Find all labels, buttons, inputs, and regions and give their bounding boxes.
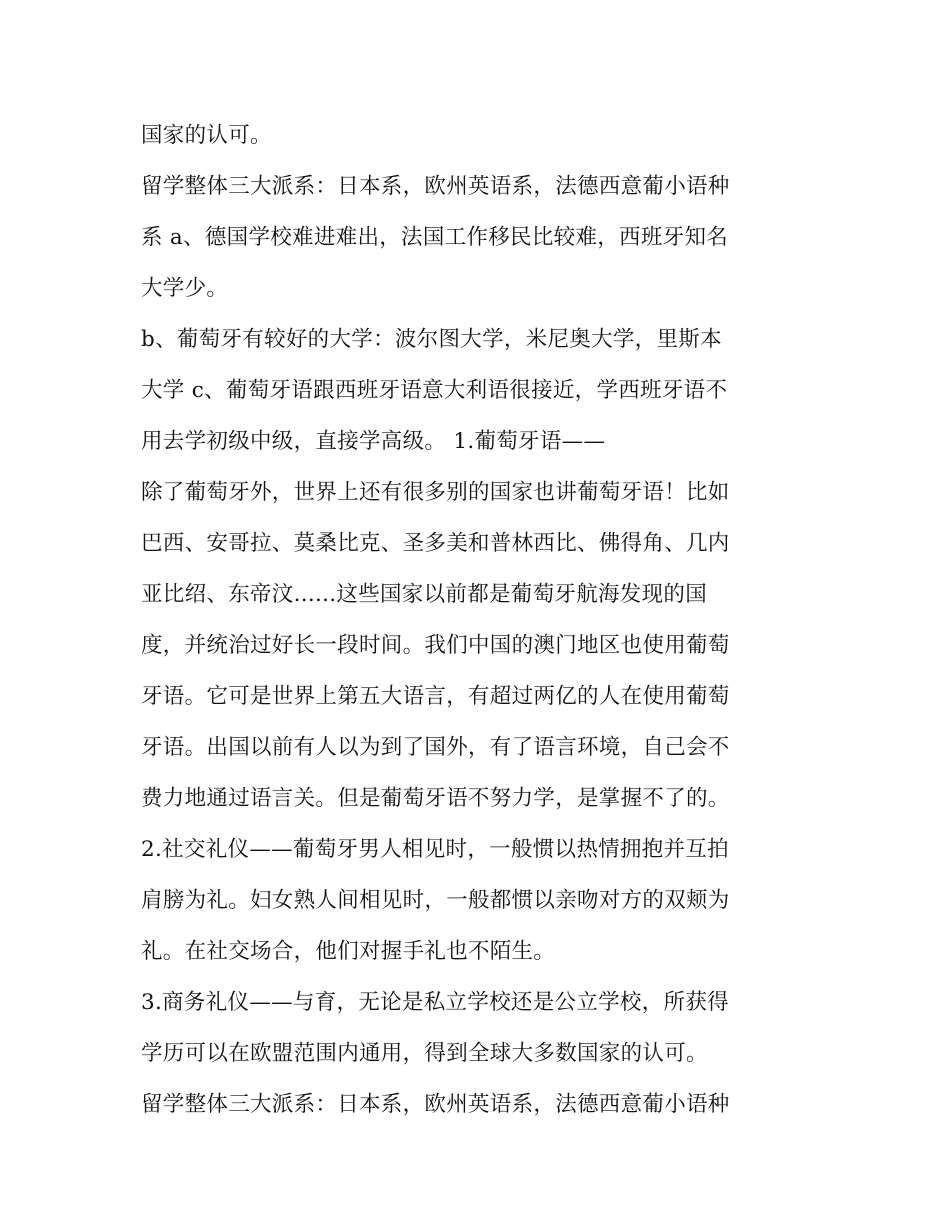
text-line: 费力地通过语言关。但是葡萄牙语不努力学，是掌握不了的。	[141, 786, 730, 811]
text-line: 用去学初级中级，直接学高级。 1.葡萄牙语——	[141, 429, 606, 454]
text-line: 2.社交礼仪——葡萄牙男人相见时，一般惯以热情拥抱并互拍	[141, 837, 729, 862]
text-line: 度，并统治过好长一段时间。我们中国的澳门地区也使用葡萄	[141, 633, 730, 658]
text-line: 国家的认可。	[141, 123, 272, 148]
text-line: 留学整体三大派系：日本系，欧州英语系，法德西意葡小语种	[141, 174, 730, 199]
text-line: b、葡萄牙有较好的大学：波尔图大学，米尼奥大学，里斯本	[141, 327, 722, 352]
text-line: 除了葡萄牙外，世界上还有很多别的国家也讲葡萄牙语！比如	[141, 480, 730, 505]
text-line: 巴西、安哥拉、莫桑比克、圣多美和普林西比、佛得角、几内	[141, 531, 730, 556]
text-line: 3.商务礼仪——与育，无论是私立学校还是公立学校，所获得	[141, 990, 729, 1015]
text-line: 礼。在社交场合，他们对握手礼也不陌生。	[141, 939, 556, 964]
text-line: 大学 c、葡萄牙语跟西班牙语意大利语很接近，学西班牙语不	[141, 378, 728, 403]
text-line: 系 a、德国学校难进难出，法国工作移民比较难，西班牙知名	[141, 225, 729, 250]
body-text	[141, 110, 821, 1130]
text-line: 留学整体三大派系：日本系，欧州英语系，法德西意葡小语种	[141, 1092, 730, 1117]
text-line: 学历可以在欧盟范围内通用，得到全球大多数国家的认可。	[141, 1041, 708, 1066]
text-line: 亚比绍、东帝汶......这些国家以前都是葡萄牙航海发现的国	[141, 582, 708, 607]
text-line: 肩膀为礼。妇女熟人间相见时，一般都惯以亲吻对方的双颊为	[141, 888, 730, 913]
text-line: 大学少。	[141, 276, 229, 301]
text-line: 牙语。它可是世界上第五大语言，有超过两亿的人在使用葡萄	[141, 684, 730, 709]
text-line: 牙语。出国以前有人以为到了国外，有了语言环境，自己会不	[141, 735, 730, 760]
